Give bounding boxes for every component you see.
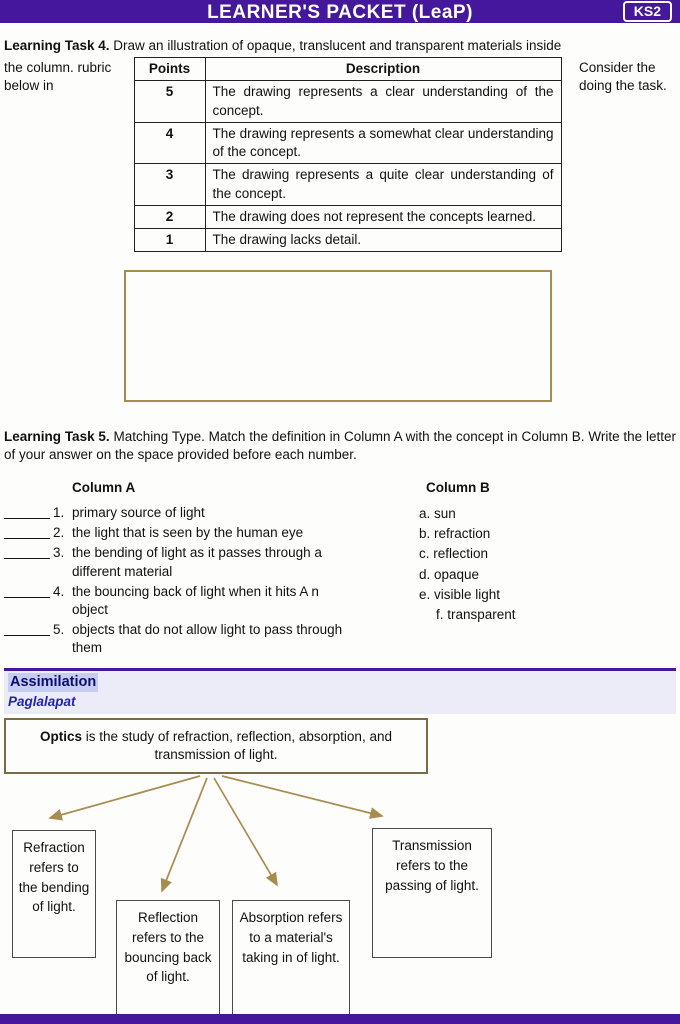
item-number: 1. xyxy=(53,504,65,520)
assimilation-section xyxy=(4,668,676,715)
rubric-points-cell: 5 xyxy=(134,81,205,122)
item-text: the bouncing back of light when it hits A n object xyxy=(72,583,319,617)
task5-label: Learning Task 5. xyxy=(4,429,110,445)
assimilation-subtitle: Paglalapat xyxy=(8,694,76,710)
code-badge: KS2 xyxy=(623,1,672,22)
answer-blank xyxy=(4,621,50,636)
rubric-row xyxy=(134,164,561,205)
task5-intro-text: Matching Type. Match the definition in Column A with the concept in Column B. Write the letter of your answer on the space provided before each number. xyxy=(4,429,676,463)
match-item-1 xyxy=(4,504,412,522)
concept-node-refraction: Refraction refers to the bending of light. xyxy=(12,830,96,958)
drawing-area-box xyxy=(124,270,552,402)
rubric-header-row xyxy=(134,58,561,81)
concept-node-reflection: Reflection refers to the bouncing back of light. xyxy=(116,900,220,1024)
answer-blank xyxy=(4,524,50,539)
task4-wrap-right-text: Consider the doing the task. xyxy=(579,60,667,94)
task4-wrap-row xyxy=(4,57,676,252)
option-b: b. refraction xyxy=(419,526,491,542)
answer-blank xyxy=(4,504,50,519)
concept-root-text xyxy=(30,728,402,764)
rubric-desc-cell: The drawing represents a somewhat clear understanding of the concept. xyxy=(205,122,561,163)
optics-label: Optics xyxy=(40,729,83,745)
task4-intro-text: Draw an illustration of opaque, translucent and transparent materials inside xyxy=(109,38,562,53)
rubric-row xyxy=(134,122,561,163)
option-c: c. reflection xyxy=(419,546,489,562)
item-number: 2. xyxy=(53,525,65,541)
answer-blank xyxy=(4,583,50,598)
item-number: 4. xyxy=(53,583,65,599)
column-b xyxy=(412,479,676,660)
rubric-table xyxy=(134,57,562,252)
rubric-points-cell: 3 xyxy=(134,164,205,205)
rubric-points-cell: 2 xyxy=(134,205,205,228)
rubric-row xyxy=(134,81,561,122)
item-text: primary source of light xyxy=(72,504,205,520)
column-a-heading: Column A xyxy=(72,479,136,495)
task4-wrap-left-text: the column. rubric below in xyxy=(4,60,112,94)
concept-node-transmission: Transmission refers to the passing of light. xyxy=(372,828,492,958)
option-e: e. visible light xyxy=(419,586,501,602)
concept-map xyxy=(4,718,676,1024)
arrow-to-transmission xyxy=(222,776,382,816)
rubric-desc-cell: The drawing does not represent the concepts learned. xyxy=(205,205,561,228)
item-text: objects that do not allow light to pass through them xyxy=(72,622,343,656)
column-b-heading: Column B xyxy=(426,479,490,495)
option-d: d. opaque xyxy=(419,566,480,582)
task5-intro xyxy=(4,428,676,464)
match-item-3 xyxy=(4,544,412,580)
concept-root-box xyxy=(4,718,428,774)
rubric-desc-cell: The drawing lacks detail. xyxy=(205,228,561,251)
rubric-points-cell: 1 xyxy=(134,228,205,251)
footer-bar xyxy=(0,1014,680,1024)
task4-intro-line1 xyxy=(4,37,676,55)
page-title: LEARNER'S PACKET (LeaP) xyxy=(207,2,473,23)
item-number: 5. xyxy=(53,622,65,638)
task4-label: Learning Task 4. xyxy=(4,38,110,53)
rubric-row xyxy=(134,228,561,251)
assimilation-title: Assimilation xyxy=(8,673,98,693)
option-f: f. transparent xyxy=(436,607,516,623)
item-number: 3. xyxy=(53,545,65,561)
concept-node-absorption: Absorption refers to a material's taking in of light. xyxy=(232,900,350,1024)
arrow-to-reflection xyxy=(162,778,207,891)
optics-definition: is the study of refraction, reflection, absorption, and transmission of light. xyxy=(82,729,392,763)
rubric-points-cell: 4 xyxy=(134,122,205,163)
rubric-row xyxy=(134,205,561,228)
column-a xyxy=(4,479,412,660)
option-a: a. sun xyxy=(419,505,456,521)
content-area xyxy=(0,23,680,1024)
item-text: the bending of light as it passes through a different material xyxy=(72,545,322,579)
rubric-header-description: Description xyxy=(205,58,561,81)
arrow-to-refraction xyxy=(50,776,200,818)
matching-columns xyxy=(4,479,676,660)
match-item-4 xyxy=(4,583,412,619)
item-text: the light that is seen by the human eye xyxy=(72,525,304,541)
rubric-desc-cell: The drawing represents a clear understanding of the concept. xyxy=(205,81,561,122)
rubric-header-points: Points xyxy=(134,58,205,81)
match-item-2 xyxy=(4,524,412,542)
header-bar xyxy=(0,0,680,23)
answer-blank xyxy=(4,544,50,559)
match-item-5 xyxy=(4,621,412,657)
arrow-to-absorption xyxy=(214,778,277,885)
rubric-desc-cell: The drawing represents a quite clear understanding of the concept. xyxy=(205,164,561,205)
